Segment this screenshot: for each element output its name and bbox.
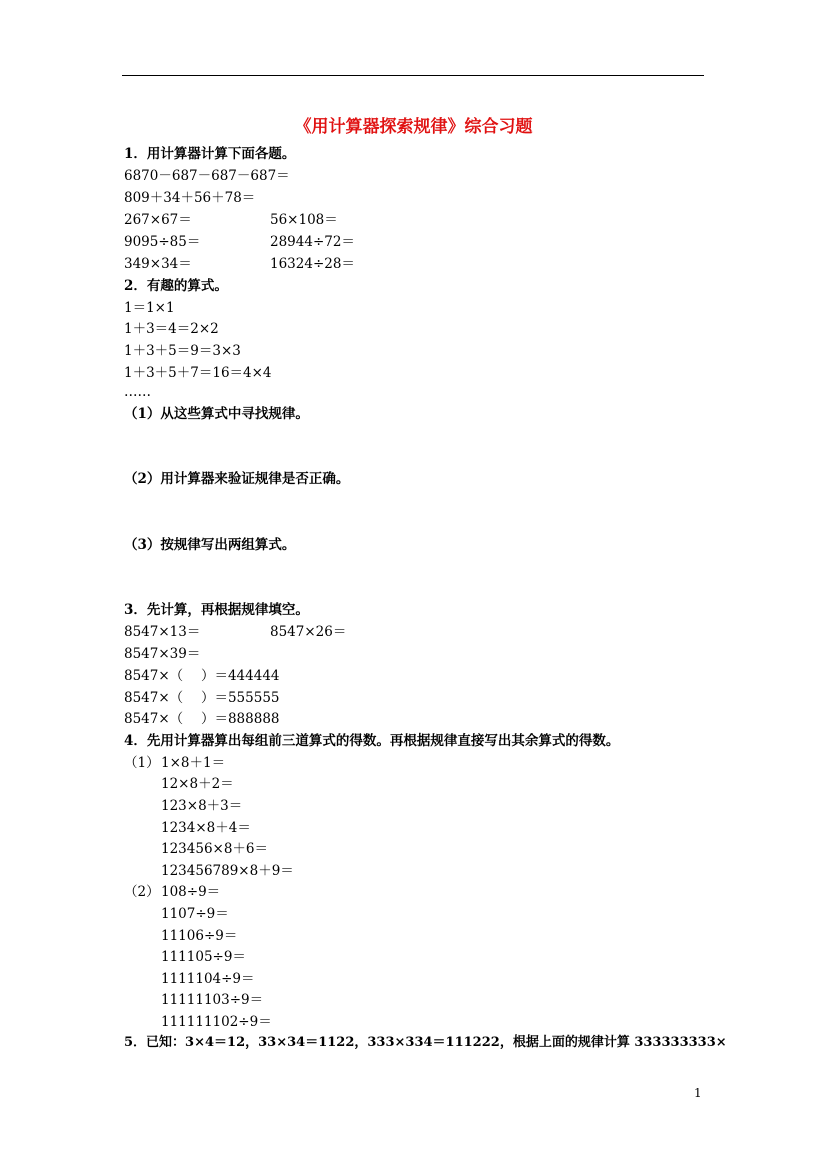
- q2-line: 1＋3＋5＝9＝3×3: [124, 343, 241, 359]
- q4-g1-line: 123456789×8＋9＝: [161, 863, 294, 879]
- q2-sub1: （1）从这些算式中寻找规律。: [124, 406, 309, 422]
- q1-heading: 1．用计算器计算下面各题。: [124, 146, 296, 162]
- q3-heading: 3．先计算，再根据规律填空。: [124, 602, 309, 618]
- q4-group1-label: （1）: [124, 755, 160, 771]
- q2-line: 1＋3＋5＋7＝16＝4×4: [124, 365, 272, 381]
- q4-g2-line: 111105÷9＝: [161, 949, 246, 965]
- q4-g2-line: 111111102÷9＝: [161, 1014, 272, 1030]
- header-rule: [122, 75, 704, 76]
- q4-g2-line: 11106÷9＝: [161, 928, 238, 944]
- q2-ellipsis: ……: [124, 384, 151, 400]
- q2-heading: 2．有趣的算式。: [124, 278, 228, 294]
- q4-group2-label: （2）: [124, 884, 160, 900]
- q3-line4: 8547×（ ）＝555555: [124, 690, 280, 706]
- q3-line5: 8547×（ ）＝888888: [124, 711, 280, 727]
- q1-line1: 6870－687－687－687＝: [124, 168, 290, 184]
- q5-heading: 5．已知：3×4＝12，33×34＝1122，333×334＝111222，根据上面的规律计算 333333333×: [124, 1035, 727, 1050]
- q2-sub3: （3）按规律写出两组算式。: [124, 537, 296, 553]
- q3-line3: 8547×（ ）＝444444: [124, 668, 280, 684]
- q1-row3-right: 56×108＝: [270, 212, 338, 228]
- q3-row1-right: 8547×26＝: [270, 624, 347, 640]
- q4-g2-line: 1107÷9＝: [161, 906, 229, 922]
- q2-sub2: （2）用计算器来验证规律是否正确。: [124, 471, 350, 487]
- q4-g1-line: 123456×8＋6＝: [161, 841, 269, 857]
- q4-g1-line: 123×8＋3＝: [161, 798, 243, 814]
- q1-row5-left: 349×34＝: [124, 256, 192, 272]
- q1-row5-right: 16324÷28＝: [270, 256, 355, 272]
- q1-row3-left: 267×67＝: [124, 212, 192, 228]
- q4-g1-line: 1×8＋1＝: [161, 755, 226, 771]
- q1-line2: 809＋34＋56＋78＝: [124, 190, 256, 206]
- q1-row4-left: 9095÷85＝: [124, 234, 201, 250]
- q4-g1-line: 12×8＋2＝: [161, 776, 234, 792]
- page-title: 《用计算器探索规律》综合习题: [294, 117, 533, 137]
- q4-g2-line: 11111103÷9＝: [161, 992, 264, 1008]
- q1-row4-right: 28944÷72＝: [270, 234, 355, 250]
- q4-g1-line: 1234×8＋4＝: [161, 820, 251, 836]
- q2-line: 1＝1×1: [124, 300, 175, 316]
- page-number: 1: [694, 1086, 702, 1100]
- q4-g2-line: 108÷9＝: [161, 884, 221, 900]
- q2-line: 1＋3＝4＝2×2: [124, 321, 219, 337]
- q3-row1-left: 8547×13＝: [124, 624, 201, 640]
- q4-heading: 4．先用计算器算出每组前三道算式的得数。再根据规律直接写出其余算式的得数。: [124, 733, 620, 749]
- q3-line2: 8547×39＝: [124, 646, 201, 662]
- q4-g2-line: 1111104÷9＝: [161, 971, 255, 987]
